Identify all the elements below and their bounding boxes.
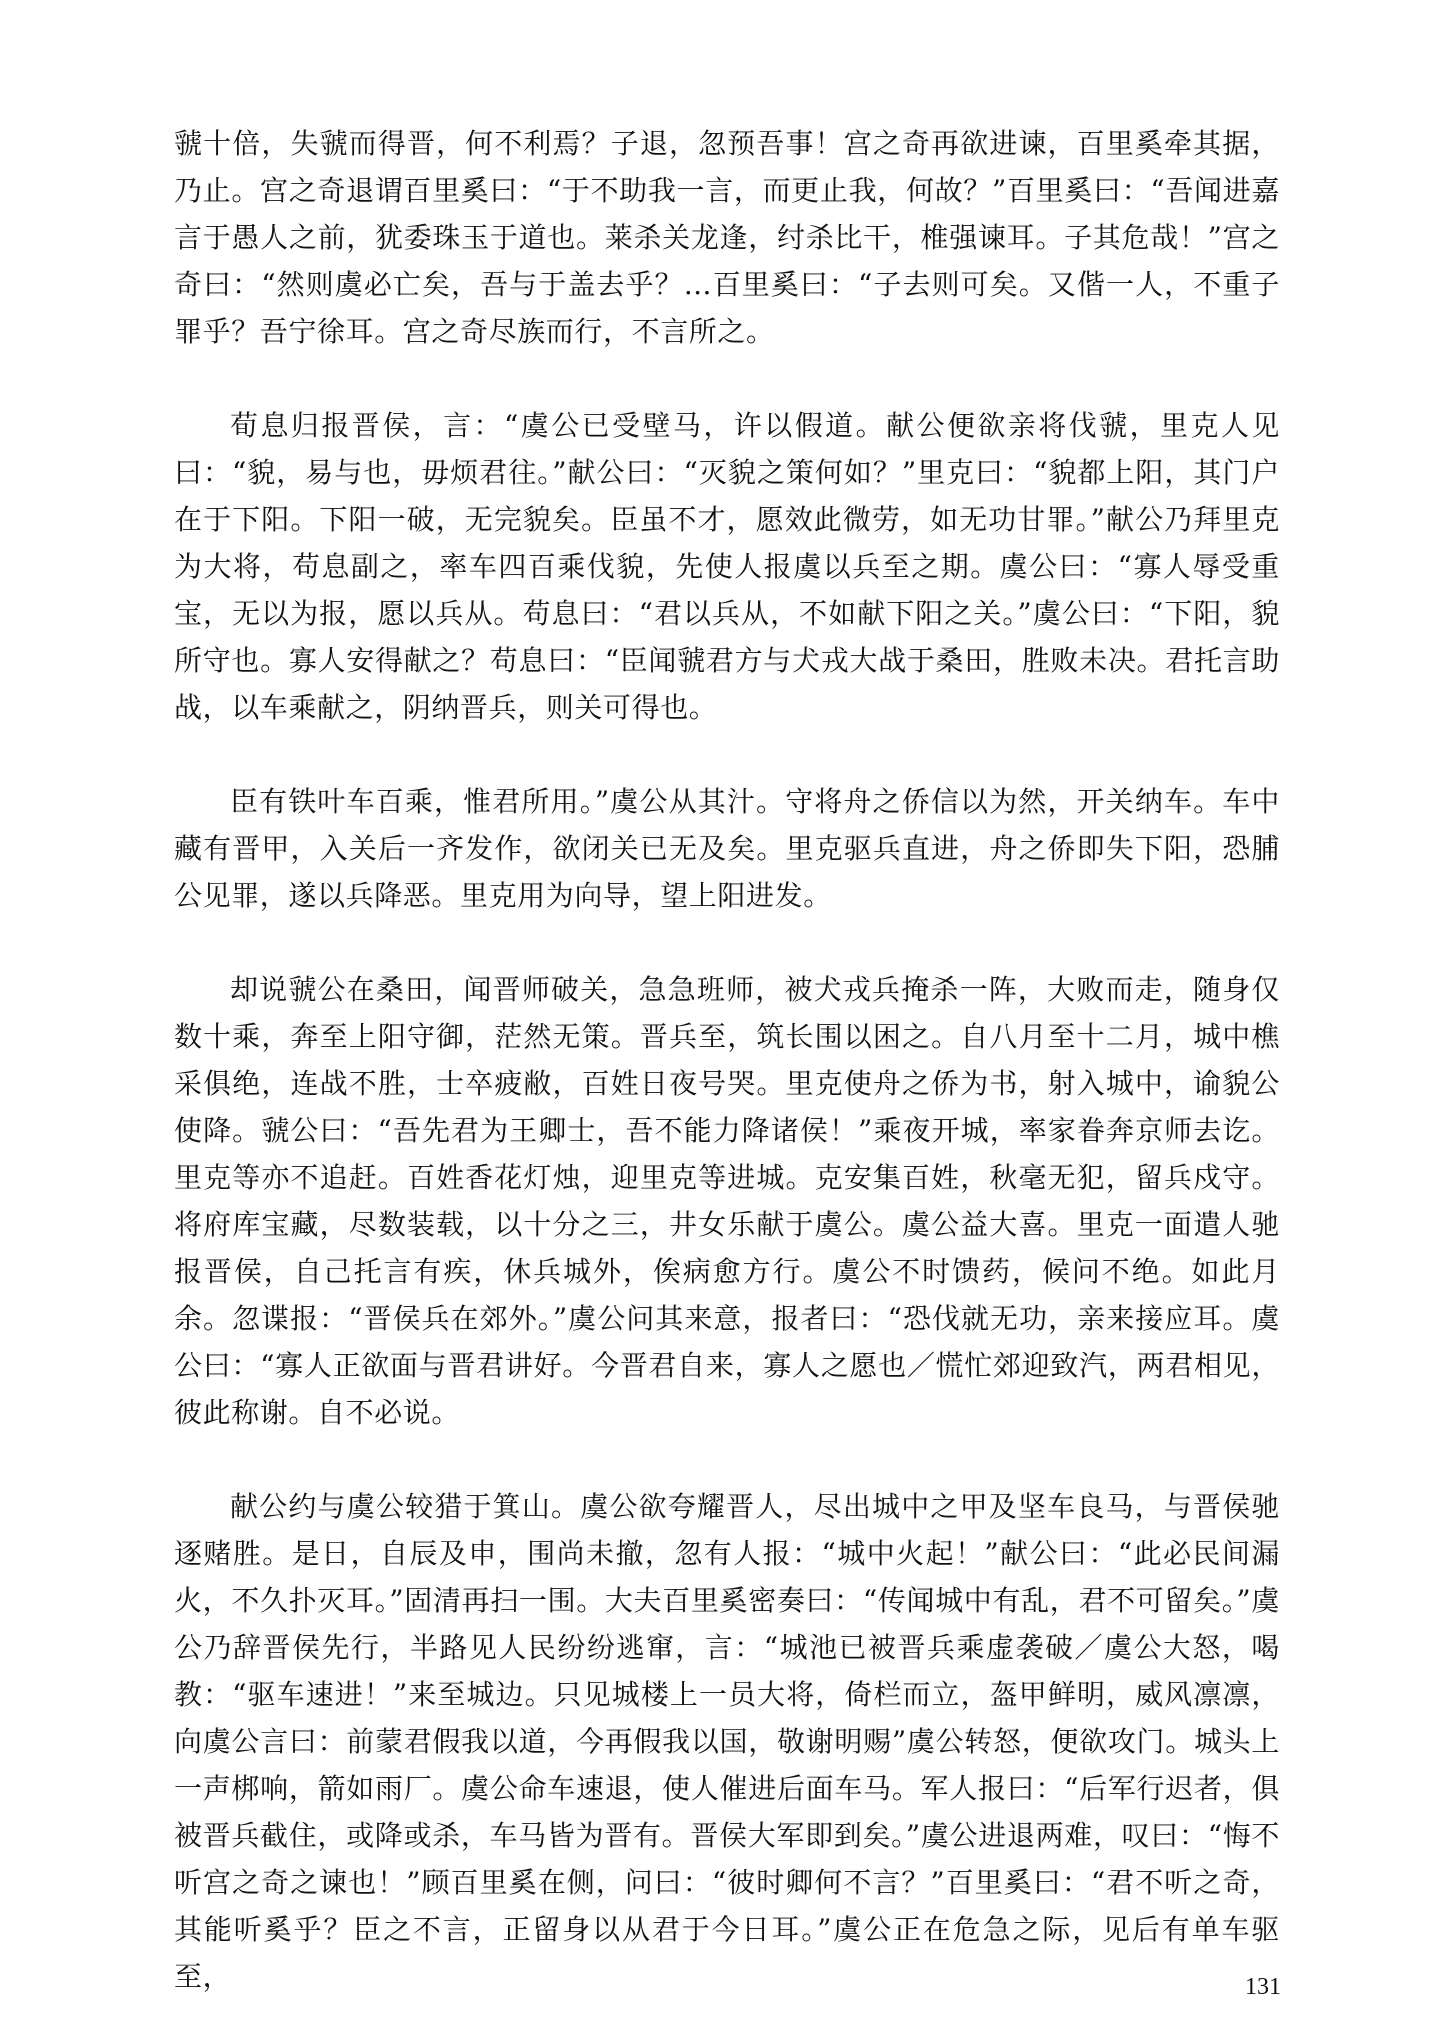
paragraph-5: 献公约与虞公较猎于箕山。虞公欲夸耀晋人，尽出城中之甲及坚车良马，与晋侯驰逐赌胜。是日，自辰及申，围尚未撤，忽有人报：“城中火起！”献公曰：“此必民间漏火，不久扑灭耳。”固清再扫一围。大夫百里奚密奏曰：“传闻城中有乱，君不可留矣。”虞公乃辞晋侯先行，半路见人民纷纷逃窜，言：“城池已被晋兵乘虚袭破／虞公大怒，喝教：“驱车速进！”来至城边。只见城楼上一员大将，倚栏而立，盔甲鲜明，威风凛凛，向虞公言曰：前蒙君假我以道，今再假我以国，敬谢明赐”虞公转怒，便欲攻门。城头上一声梆响，箭如雨厂。虞公命车速退，使人催进后面车马。军人报曰：“后军行迟者，俱被晋兵截住，或降或杀，车马皆为晋有。晋侯大军即到矣。”虞公进退两难，叹曰：“悔不听宫之奇之谏也！”顾百里奚在侧，问曰：“彼时卿何不言？”百里奚曰：“君不听之奇，其能听奚乎？臣之不言，正留身以从君于今日耳。”虞公正在危急之际，见后有单车驱至， (174, 1490, 1280, 1993)
paragraph-4: 却说虢公在桑田，闻晋师破关，急急班师，被犬戎兵掩杀一阵，大败而走，随身仅数十乘，奔至上阳守御，茫然无策。晋兵至，筑长围以困之。自八月至十二月，城中樵采俱绝，连战不胜，士卒疲敝，百姓日夜号哭。里克使舟之侨为书，射入城中，谕貌公使降。虢公曰：“吾先君为王卿士，吾不能力降诸侯！”乘夜开城，率家眷奔京师去讫。里克等亦不追赶。百姓香花灯烛，迎里克等进城。克安集百姓，秋毫无犯，留兵戍守。将府库宝藏，尽数装载，以十分之三，井女乐献于虞公。虞公益大喜。里克一面遣人驰报晋侯，自己托言有疾，休兵城外，俟病愈方行。虞公不时馈药，候问不绝。如此月余。忽谍报：“晋侯兵在郊外。”虞公问其来意，报者曰：“恐伐就无功，亲来接应耳。虞公曰：“寡人正欲面与晋君讲好。今晋君自来，寡人之愿也／慌忙郊迎致汽，两君相见，彼此称谢。自不必说。 (174, 973, 1280, 1429)
body-text (174, 120, 1280, 2000)
paragraph-1: 虢十倍，失虢而得晋，何不利焉？子退，忽预吾事！宫之奇再欲进谏，百里奚牵其据，乃止。宫之奇退谓百里奚曰：“于不助我一言，而更止我，何故？”百里奚曰：“吾闻进嘉言于愚人之前，犹委珠玉于道也。莱杀关龙逢，纣杀比干，椎强谏耳。子其危哉！”宫之奇曰：“然则虞必亡矣，吾与于盖去乎？…百里奚曰：“子去则可矣。又偕一人，不重子罪乎？吾宁徐耳。宫之奇尽族而行，不言所之。 (174, 127, 1280, 348)
paragraph-3: 臣有铁叶车百乘，惟君所用。”虞公从其汁。守将舟之侨信以为然，开关纳车。车中藏有晋甲，入关后一齐发作，欲闭关已无及矣。里克驱兵直进，舟之侨即失下阳，恐脯公见罪，遂以兵降恶。里克用为向导，望上阳进发。 (174, 785, 1280, 912)
paragraph-2: 荀息归报晋侯，言：“虞公已受壁马，许以假道。献公便欲亲将伐虢，里克人见曰：“貌，易与也，毋烦君往。”献公曰：“灭貌之策何如？”里克曰：“貌都上阳，其门户在于下阳。下阳一破，无完貌矣。臣虽不才，愿效此微劳，如无功甘罪。”献公乃拜里克为大将，苟息副之，率车四百乘伐貌，先使人报虞以兵至之期。虞公曰：“寡人辱受重宝，无以为报，愿以兵从。苟息曰：“君以兵从，不如献下阳之关。”虞公曰：“下阳，貌所守也。寡人安得献之？苟息曰：“臣闻虢君方与犬戎大战于桑田，胜败未决。君托言助战，以车乘献之，阴纳晋兵，则关可得也。 (174, 409, 1280, 724)
page-number: 131 (1245, 1974, 1281, 2000)
